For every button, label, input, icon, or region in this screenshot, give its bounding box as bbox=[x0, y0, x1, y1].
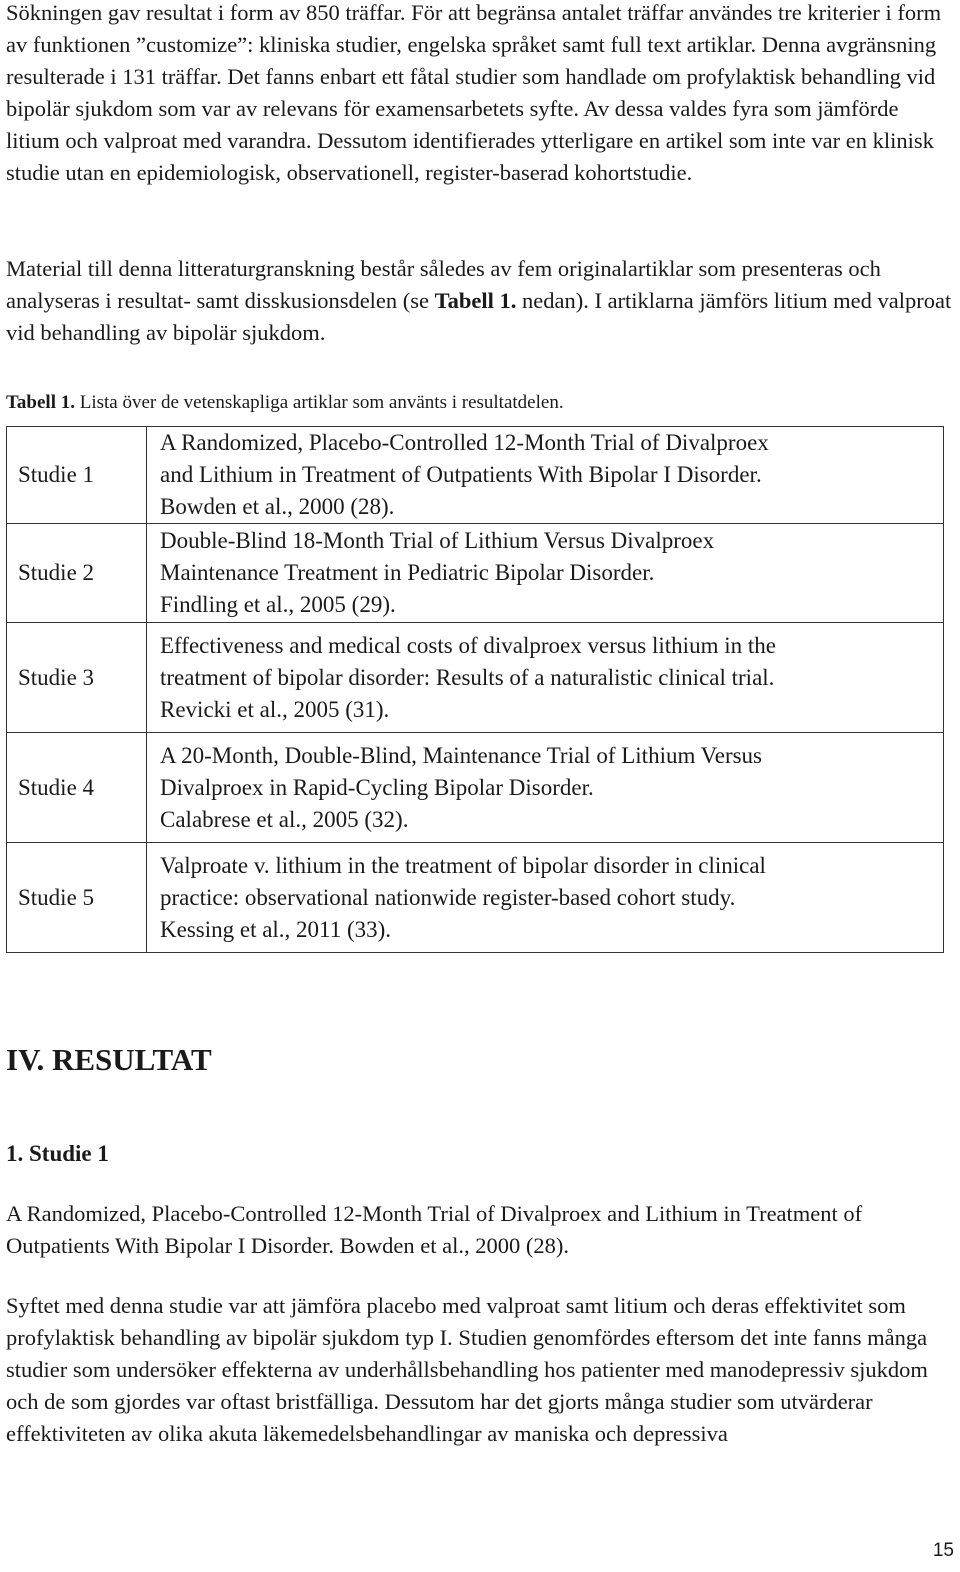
study-description bbox=[147, 733, 944, 843]
study-reference: A Randomized, Placebo-Controlled 12-Month Trial of Divalproex and Lithium in Treatment of Outpatients With Bipolar I Disorder. Bowden et al., 2000 (28). bbox=[6, 1201, 863, 1258]
study-label: Studie 2 bbox=[7, 524, 147, 623]
paragraph-material-text-2: nedan). I artiklarna jämförs litium med valproat vid behandling av bipolär sjukdom. bbox=[6, 288, 952, 345]
table-row bbox=[7, 524, 944, 623]
study-title-line: Divalproex in Rapid-Cycling Bipolar Disorder. bbox=[160, 774, 594, 800]
study-label: Studie 1 bbox=[7, 427, 147, 524]
study-description bbox=[147, 843, 944, 953]
table-caption-text: Lista över de vetenskapliga artiklar som använts i resultatdelen. bbox=[75, 392, 564, 413]
paragraph-material-text-1: Material till denna litteraturgranskning består således av fem originalartiklar som presenteras och analyseras i resultat- samt disskusionsdelen (se bbox=[6, 256, 881, 313]
study-title-line: Effectiveness and medical costs of divalproex versus lithium in the bbox=[160, 632, 776, 658]
study-title-line: Maintenance Treatment in Pediatric Bipolar Disorder. bbox=[160, 560, 655, 585]
page-number: 15 bbox=[932, 1540, 954, 1561]
table-caption-label: Tabell 1. bbox=[6, 392, 75, 413]
study-citation: Calabrese et al., 2005 (32). bbox=[160, 806, 409, 832]
paragraph-material bbox=[6, 253, 954, 349]
table-row bbox=[7, 623, 944, 733]
studies-table bbox=[6, 426, 944, 953]
subsection-heading: 1. Studie 1 bbox=[6, 1141, 109, 1166]
study-description bbox=[147, 524, 944, 623]
study-title-line: and Lithium in Treatment of Outpatients With Bipolar I Disorder. bbox=[160, 462, 762, 487]
study-title-line: Valproate v. lithium in the treatment of bipolar disorder in clinical bbox=[160, 852, 766, 878]
table-reference: Tabell 1. bbox=[434, 288, 517, 313]
study-title-line: A 20-Month, Double-Blind, Maintenance Trial of Lithium Versus bbox=[160, 742, 763, 768]
section-heading: IV. RESULTAT bbox=[6, 1042, 212, 1077]
study-citation: Kessing et al., 2011 (33). bbox=[160, 916, 392, 942]
paragraph-study-purpose: Syftet med denna studie var att jämföra placebo med valproat samt litium och deras effektivitet som profylaktisk behandling av bipolär sjukdom typ I. Studien genomfördes eftersom det inte fanns många studier som undersöker effekterna av underhållsbehandling hos patienter med manodepressiv sjukdom och de som gjordes var oftast bristfälliga. Dessutom har det gjorts många studier som utvärderar effektiviteten av olika akuta läkemedelsbehandlingar av maniska och depressiva bbox=[6, 1293, 928, 1446]
study-citation: Findling et al., 2005 (29). bbox=[160, 592, 396, 617]
table-row bbox=[7, 733, 944, 843]
study-title-line: practice: observational nationwide register-based cohort study. bbox=[160, 884, 736, 910]
study-citation: Bowden et al., 2000 (28). bbox=[160, 494, 395, 519]
study-title-line: treatment of bipolar disorder: Results of a naturalistic clinical trial. bbox=[160, 664, 775, 690]
study-title-line: A Randomized, Placebo-Controlled 12-Month Trial of Divalproex bbox=[160, 430, 769, 455]
study-description bbox=[147, 623, 944, 733]
study-label: Studie 3 bbox=[7, 623, 147, 733]
paragraph-search-results: Sökningen gav resultat i form av 850 träffar. För att begränsa antalet träffar användes tre kriterier i form av funktionen ”customize”: kliniska studier, engelska språket samt full text artiklar. Denna avgränsning resulterade i 131 träffar. Det fanns enbart ett fåtal studier som handlade om profylaktisk behandling vid bipolär sjukdom som var av relevans för examensarbetets syfte. Av dessa valdes fyra som jämförde litium och valproat med varandra. Dessutom identifierades ytterligare en artikel som inte var en klinisk studie utan en epidemiologisk, observationell, register-baserad kohortstudie. bbox=[6, 0, 942, 185]
study-citation: Revicki et al., 2005 (31). bbox=[160, 696, 390, 722]
study-label: Studie 5 bbox=[7, 843, 147, 953]
table-row bbox=[7, 427, 944, 524]
study-label: Studie 4 bbox=[7, 733, 147, 843]
study-title-line: Double-Blind 18-Month Trial of Lithium Versus Divalproex bbox=[160, 528, 715, 553]
study-description bbox=[147, 427, 944, 524]
table-row bbox=[7, 843, 944, 953]
table-caption bbox=[6, 390, 564, 416]
